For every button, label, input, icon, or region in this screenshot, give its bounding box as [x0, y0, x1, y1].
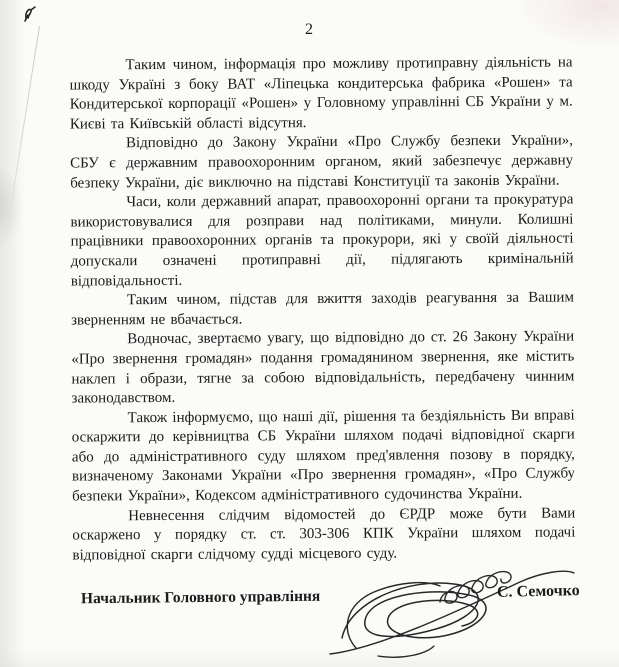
- signer-title: Начальник Головного управління: [80, 587, 321, 608]
- paragraph-1: Таким чином, інформація про можливу протиправну діяльність на шкоду Україні з боку ВАТ «Ліпецька кондитерська фабрика «Рошен» та Кондитерської корпорації «Рошен» у Головному управлінні СБ України у м. Києві та Київській області відсутня.: [69, 54, 573, 133]
- paragraph-2: Відповідно до Закону України «Про Службу безпеки України», СБУ є державним правоохоронним органом, який забезпечує державну безпеку України, діє виключно на підставі Конституції та законів України.: [70, 132, 574, 192]
- paragraph-4: Таким чином, підстав для вжиття заходів реагування за Вашим зверненням не вбачається.: [71, 289, 574, 329]
- paragraph-3: Часи, коли державний апарат, правоохоронні органи та прокуратура використовувалися для розправи над політиками, минули. Колишні працівники правоохоронних органів та прокурори, які у своїй діяльності допускали означені протиправні дії, підлягають кримінальній відповідальності.: [70, 191, 574, 290]
- signer-name: С. Семочко: [496, 582, 580, 601]
- paper-crease: [6, 26, 40, 236]
- paragraph-5: Водночас, звертаємо увагу, що відповідно до ст. 26 Закону України «Про звернення громадян» подання громадянином звернення, яке містить наклеп і образи, тягне за собою відповідальність, передбачену чинним законодавством.: [71, 328, 575, 407]
- page-number: 2: [305, 21, 314, 38]
- letter-body: [69, 53, 575, 566]
- handwritten-signature: [322, 558, 580, 666]
- signature-block: [0, 556, 619, 666]
- paragraph-7: Невнесення слідчим відомостей до ЄРДР може бути Вами оскаржено у порядку ст. ст. 303-306 КПК України шляхом подачі відповідної скарги слідчому судді місцевого суду.: [72, 505, 576, 564]
- paragraph-6: Також інформуємо, що наші дії, рішення та бездіяльність Ви вправі оскаржити до керівництва СБ України шляхом подачі відповідної скарги або до адміністративного суду шляхом пред'явлення позову в порядку, визначеному Законами України «Про звернення громадян», «Про Службу безпеки України», Кодексом адміністративного судочинства України.: [71, 407, 576, 505]
